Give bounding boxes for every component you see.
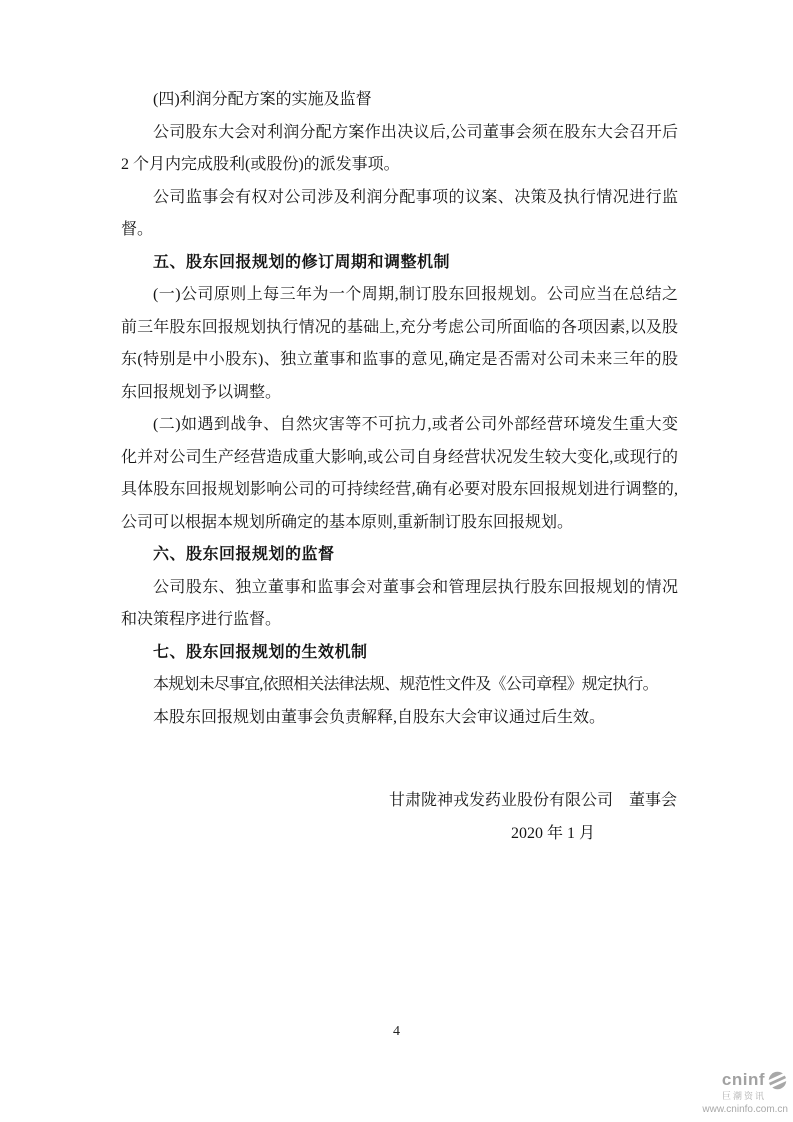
page-number: 4 (393, 1024, 400, 1039)
paragraph-force-majeure: (二)如遇到战争、自然灾害等不可抗力,或者公司外部经营环境发生重大变化并对公司生产经营造成重大影响,或公司自身经营状况发生较大变化,或现行的具体股东回报规划影响公司的可持续经营,确有必要对股东回报规划进行调整的,公司可以根据本规划所确定的基本原则,重新制订股东回报规划。 (121, 416, 678, 531)
paragraph-miscellaneous: 本规划未尽事宜,依照相关法律法规、规范性文件及《公司章程》规定执行。 (153, 676, 658, 693)
section-heading-effectiveness: 七、股东回报规划的生效机制 (153, 643, 368, 661)
signature-company-line: 甘肃陇神戎发药业股份有限公司 董事会 (388, 792, 677, 809)
paragraph-supervision-scope: 公司股东、独立董事和监事会对董事会和管理层执行股东回报规划的情况和决策程序进行监督。 (121, 578, 678, 628)
cninfo-subtitle-text: 巨潮资讯 (721, 1091, 766, 1101)
cninfo-url-text: www.cninfo.com.cn (702, 1103, 788, 1115)
cninfo-swoosh-icon (767, 1070, 788, 1091)
cninfo-logo (678, 1070, 788, 1115)
document-body (121, 84, 678, 734)
section-subheading-profit-distribution: (四)利润分配方案的实施及监督 (153, 91, 372, 108)
paragraph-supervisory-board: 公司监事会有权对公司涉及利润分配事项的议案、决策及执行情况进行监督。 (121, 188, 678, 238)
cninfo-logo-row (678, 1070, 788, 1091)
section-heading-supervision: 六、股东回报规划的监督 (153, 546, 335, 563)
paragraph-interpretation: 本股东回报规划由董事会负责解释,自股东大会审议通过后生效。 (153, 708, 606, 726)
cninfo-brand-text: cninf (721, 1070, 765, 1090)
paragraph-three-year-cycle: (一)公司原则上每三年为一个周期,制订股东回报规划。公司应当在总结之前三年股东回报规划执行情况的基础上,充分考虑公司所面临的各项因素,以及股东(特别是中小股东)、独立董事和监事的意见,确定是否需对公司未来三年的股东回报规划予以调整。 (121, 286, 678, 401)
signature-block (389, 784, 677, 850)
signature-date-line: 2020 年 1 月 (510, 825, 595, 842)
section-heading-revision-cycle: 五、股东回报规划的修订周期和调整机制 (153, 253, 451, 271)
paragraph-dividend-payout: 公司股东大会对利润分配方案作出决议后,公司董事会须在股东大会召开后 2 个月内完成股利(或股份)的派发事项。 (121, 123, 678, 173)
